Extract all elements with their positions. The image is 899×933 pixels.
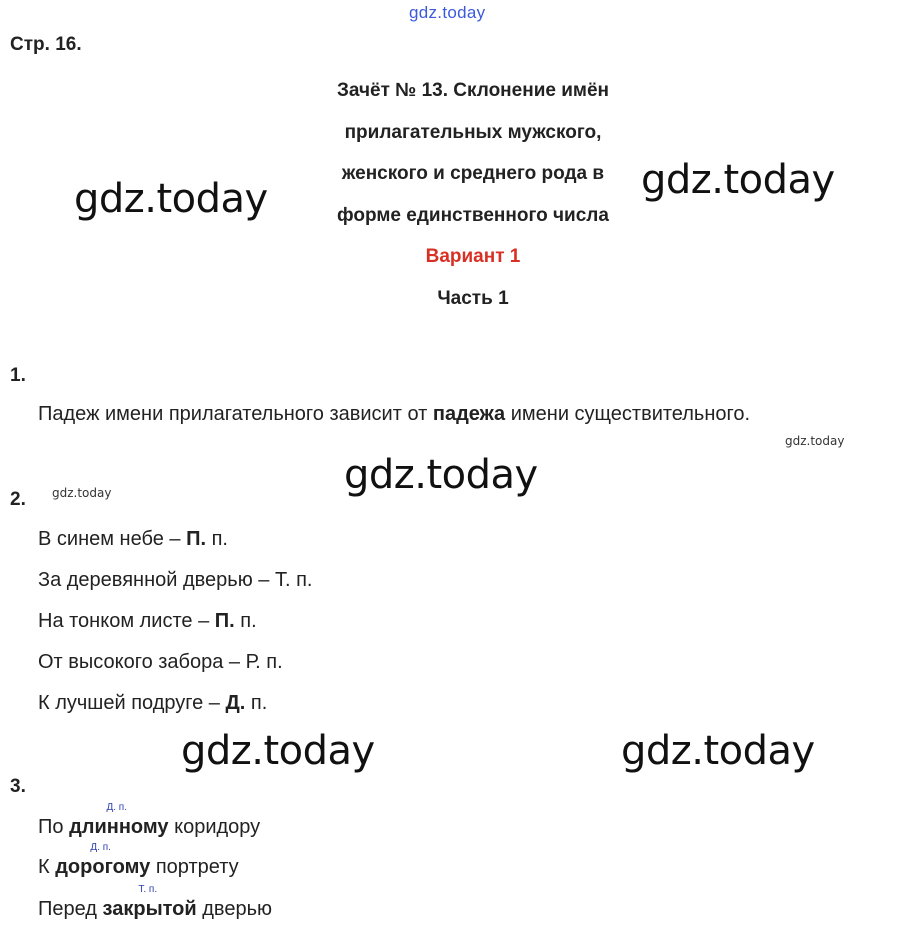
task-3-preposition: К — [38, 856, 50, 878]
task-3-adjective: дорогому — [55, 856, 151, 878]
part-label: Часть 1 — [437, 287, 509, 309]
task-3-adjective: закрытой — [102, 898, 197, 920]
task-2-case: п. — [240, 610, 257, 632]
task-3-adjective-wrap — [55, 842, 151, 879]
task-3-preposition: Перед — [38, 898, 97, 920]
task-1-text-before: Падеж имени прилагательного зависит от — [38, 403, 428, 425]
task-2-number: 2. — [10, 489, 26, 510]
task-3-noun: портрету — [155, 856, 239, 878]
task-3-case-note: Д. п. — [106, 802, 128, 813]
watermark-center: gdz.today — [344, 452, 538, 498]
task-3-item — [38, 884, 273, 921]
task-1-number: 1. — [10, 365, 26, 386]
task-2-case: Т. п. — [274, 569, 313, 591]
task-2-case-bold: П. — [186, 528, 207, 550]
title-line-2: прилагательных мужского, — [344, 121, 602, 143]
watermark-top: gdz.today — [409, 3, 486, 22]
watermark-bottom-right: gdz.today — [621, 728, 815, 774]
task-3-preposition: По — [38, 816, 64, 838]
task-3-number: 3. — [10, 776, 26, 797]
task-2-item — [38, 528, 228, 551]
task-3-item — [38, 802, 261, 839]
task-1-text-after: имени существительного. — [510, 403, 751, 425]
watermark-small-left: gdz.today — [52, 486, 112, 500]
task-3-adjective: длинному — [69, 816, 169, 838]
variant-label: Вариант 1 — [425, 246, 521, 267]
title-line-1: Зачёт № 13. Склонение имён — [336, 80, 610, 101]
task-2-phrase: На тонком листе – — [38, 610, 210, 632]
page-reference: Стр. 16. — [10, 34, 82, 55]
task-3-adjective-wrap — [102, 884, 197, 921]
task-2-phrase: За деревянной дверью – — [38, 569, 270, 591]
task-3-adjective-wrap — [69, 802, 169, 839]
task-2-item — [38, 692, 267, 715]
watermark-small-right: gdz.today — [785, 434, 845, 448]
watermark-right: gdz.today — [641, 157, 835, 203]
title-block — [296, 70, 650, 319]
task-2-item — [38, 610, 257, 633]
task-2-case-bold: Д. — [225, 692, 246, 714]
task-2-item — [38, 569, 312, 592]
task-3-noun: дверью — [202, 898, 273, 920]
task-3-case-note: Д. п. — [90, 842, 111, 853]
task-2-case-bold: П. — [214, 610, 235, 632]
task-2-phrase: От высокого забора – — [38, 651, 241, 673]
task-2-item — [38, 651, 283, 674]
task-1-answer: падежа — [432, 403, 506, 425]
watermark-bottom-left: gdz.today — [181, 728, 375, 774]
task-2-case: п. — [211, 528, 228, 550]
task-2-case: п. — [250, 692, 268, 714]
title-line-3: женского и среднего рода в — [341, 163, 605, 184]
title-line-4: форме единственного числа — [337, 204, 609, 226]
task-2-phrase: В синем небе – — [38, 528, 181, 550]
watermark-left: gdz.today — [74, 176, 268, 222]
task-3-item — [38, 842, 239, 879]
task-2-case: Р. п. — [245, 651, 283, 673]
task-3-noun: коридору — [174, 816, 261, 838]
task-3-case-note: Т. п. — [138, 884, 158, 895]
task-1-text — [38, 403, 750, 426]
task-2-phrase: К лучшей подруге – — [38, 692, 220, 714]
